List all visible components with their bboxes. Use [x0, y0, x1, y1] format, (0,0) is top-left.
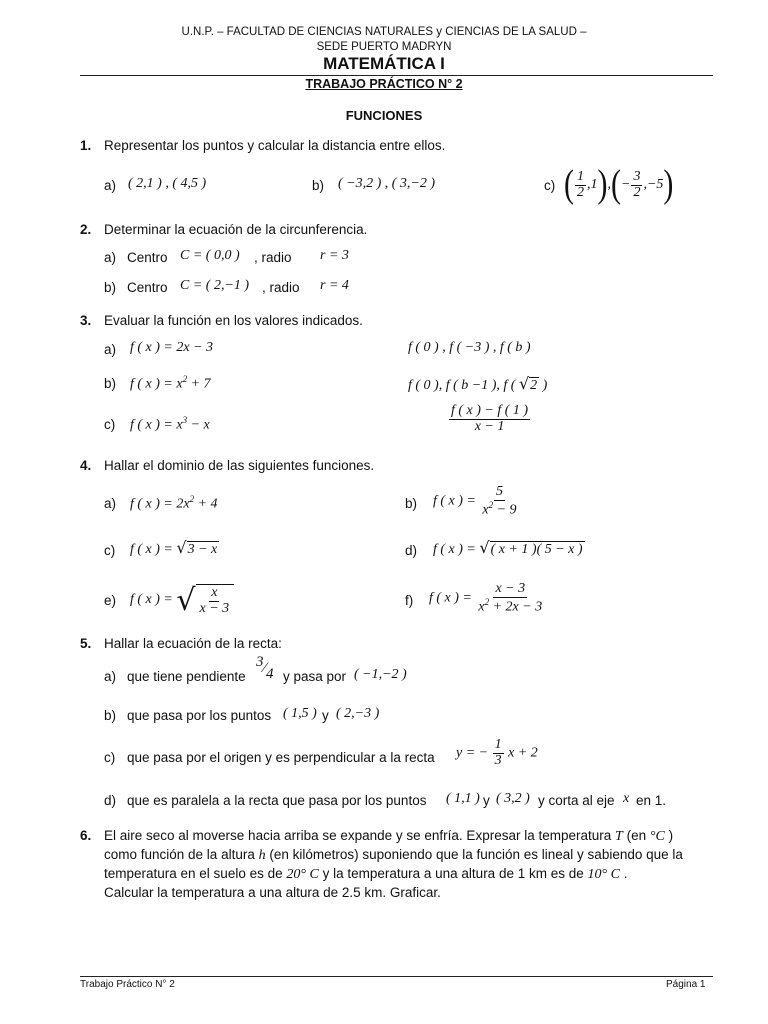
q4-item-d-expr: f ( x ) = √( x + 1 )( 5 − x ): [433, 538, 583, 557]
q4-item-e-expr: f ( x ) = √ $\frac{x}{x - 3}$: [130, 580, 234, 620]
q3-item-b-values: f ( 0 ), f ( b −1 ), f ( √2 ): [408, 374, 548, 393]
q4-item-b-expr: f ( x ) = $\frac{5}{x^2 - 9}$: [433, 484, 517, 518]
question-6-line-1: El aire seco al moverse hacia arriba se expande y se enfría. Expresar la temperatura T (en °C ): [104, 828, 674, 844]
q3-item-c-label: c): [104, 417, 116, 432]
q5-item-b-pre: que pasa por los puntos: [127, 708, 272, 723]
q2-item-a-center: C = ( 0,0 ): [180, 248, 240, 263]
q3-item-c-quotient: $\frac{f ( x ) - f ( 1 )}{x - 1}$: [451, 403, 529, 434]
q5-item-d-mid: y: [483, 793, 490, 808]
q5-item-a-point: ( −1,−2 ): [354, 667, 407, 682]
question-5-text: Hallar la ecuación de la recta:: [104, 636, 282, 651]
question-2: [80, 222, 91, 237]
q5-item-a-label: a): [104, 669, 117, 684]
q5-item-d-point-2: ( 3,2 ): [496, 791, 530, 806]
q4-item-f-label: f): [405, 593, 414, 608]
question-number: 4.: [80, 458, 92, 473]
q5-item-d-post: y corta al eje: [538, 793, 615, 808]
q5-item-b-mid: y: [322, 708, 329, 723]
question-3-text: Evaluar la función en los valores indicados.: [104, 313, 363, 328]
q4-item-c-label: c): [104, 543, 116, 558]
q4-item-f-expr: f ( x ) = $\frac{x - 3}{x^2 + 2x - 3}$: [429, 581, 543, 615]
q4-item-d-label: d): [405, 543, 418, 558]
q4-item-e-label: e): [104, 593, 117, 608]
q5-item-a-pre: que tiene pendiente: [127, 669, 246, 684]
question-4: [80, 458, 91, 473]
assignment-title: TRABAJO PRÁCTICO N° 2: [305, 77, 463, 91]
q5-item-a-mid: y pasa por: [283, 669, 347, 684]
q4-item-b-label: b): [405, 496, 418, 511]
q3-item-b-label: b): [104, 376, 117, 391]
question-number: 5.: [80, 636, 92, 651]
q2-item-a-label: a): [104, 250, 117, 265]
question-3: [80, 313, 91, 328]
question-6-line-2: como función de la altura h (en kilómetros) suponiendo que la función es lineal y sabiendo que la: [104, 847, 683, 863]
q2-item-a-radius: r = 3: [320, 248, 349, 263]
question-number: 3.: [80, 313, 92, 328]
q2-item-a-mid: , radio: [254, 250, 292, 265]
question-number: 2.: [80, 222, 92, 237]
q1-item-b-label: b): [312, 178, 325, 193]
q3-item-a-expr: f ( x ) = 2x − 3: [130, 340, 214, 355]
q1-item-c-label: c): [544, 178, 556, 193]
q1-item-a-expr: ( 2,1 ) , ( 4,5 ): [128, 176, 207, 191]
q1-item-b-expr: ( −3,2 ) , ( 3,−2 ): [338, 176, 436, 191]
q4-item-c-expr: f ( x ) = √3 − x: [130, 538, 218, 557]
q3-item-a-values: f ( 0 ) , f ( −3 ) , f ( b ): [408, 340, 531, 355]
q2-item-b-label: b): [104, 280, 117, 295]
q5-item-b-label: b): [104, 708, 117, 723]
header-line-2: SEDE PUERTO MADRYN: [316, 41, 452, 53]
q2-item-b-mid: , radio: [262, 280, 300, 295]
footer-rule: [80, 976, 713, 977]
q3-item-b-expr: f ( x ) = $x^2 + 7$: [130, 374, 211, 392]
question-6-line-4: Calcular la temperatura a una altura de 2.5 km. Graficar.: [104, 885, 441, 900]
topic-title: FUNCIONES: [345, 108, 423, 123]
q5-item-c-label: c): [104, 750, 116, 765]
q2-item-b-pre: Centro: [127, 280, 168, 295]
question-1-text: Representar los puntos y calcular la distancia entre ellos.: [104, 138, 446, 153]
footer-left: Trabajo Práctico N° 2: [80, 979, 175, 990]
q3-item-c-expr: f ( x ) = $x^3 - x$: [130, 415, 210, 433]
course-title: MATEMÁTICA I: [323, 54, 445, 73]
question-number: 6.: [80, 828, 92, 843]
question-2-text: Determinar la ecuación de la circunferencia.: [104, 222, 368, 237]
q2-item-a-pre: Centro: [127, 250, 168, 265]
question-5: [80, 636, 91, 651]
header-rule: [80, 75, 713, 76]
q4-item-a-expr: f ( x ) = $2x^2 + 4$: [130, 494, 218, 512]
q3-item-a-label: a): [104, 342, 117, 357]
q5-item-b-point-1: ( 1,5 ): [283, 706, 317, 721]
question-6: [80, 828, 91, 843]
q5-item-a-slope: 3⁄4: [256, 654, 274, 682]
q4-item-a-label: a): [104, 496, 117, 511]
q5-item-b-point-2: ( 2,−3 ): [336, 706, 380, 721]
q1-item-c-expr: ( $\frac{1}{2}$ ,1 ) , ( − $\frac{3}{2}$ ,−5 ): [564, 162, 674, 206]
question-1: [80, 138, 91, 153]
header-line-1: U.N.P. – FACULTAD DE CIENCIAS NATURALES y CIENCIAS DE LA SALUD –: [181, 26, 587, 38]
q5-item-d-pre: que es paralela a la recta que pasa por los puntos: [127, 793, 427, 808]
q1-item-a-label: a): [104, 178, 117, 193]
q5-item-c-line: y = − $\frac{1}{3}$ x + 2: [456, 737, 538, 768]
question-4-text: Hallar el dominio de las siguientes funciones.: [104, 458, 375, 473]
q2-item-b-radius: r = 4: [320, 278, 349, 293]
question-number: 1.: [80, 138, 92, 153]
q5-item-d-var: x: [623, 791, 630, 806]
q2-item-b-center: C = ( 2,−1 ): [180, 278, 250, 293]
q5-item-c-pre: que pasa por el origen y es perpendicular a la recta: [127, 750, 435, 765]
q5-item-d-end: en 1.: [636, 793, 667, 808]
q5-item-d-label: d): [104, 793, 117, 808]
q5-item-d-point-1: ( 1,1 ): [446, 791, 480, 806]
question-6-line-3: temperatura en el suelo es de 20° C y la temperatura a una altura de 1 km es de 10° C .: [104, 866, 628, 882]
footer-page-number: Página 1: [666, 979, 706, 990]
